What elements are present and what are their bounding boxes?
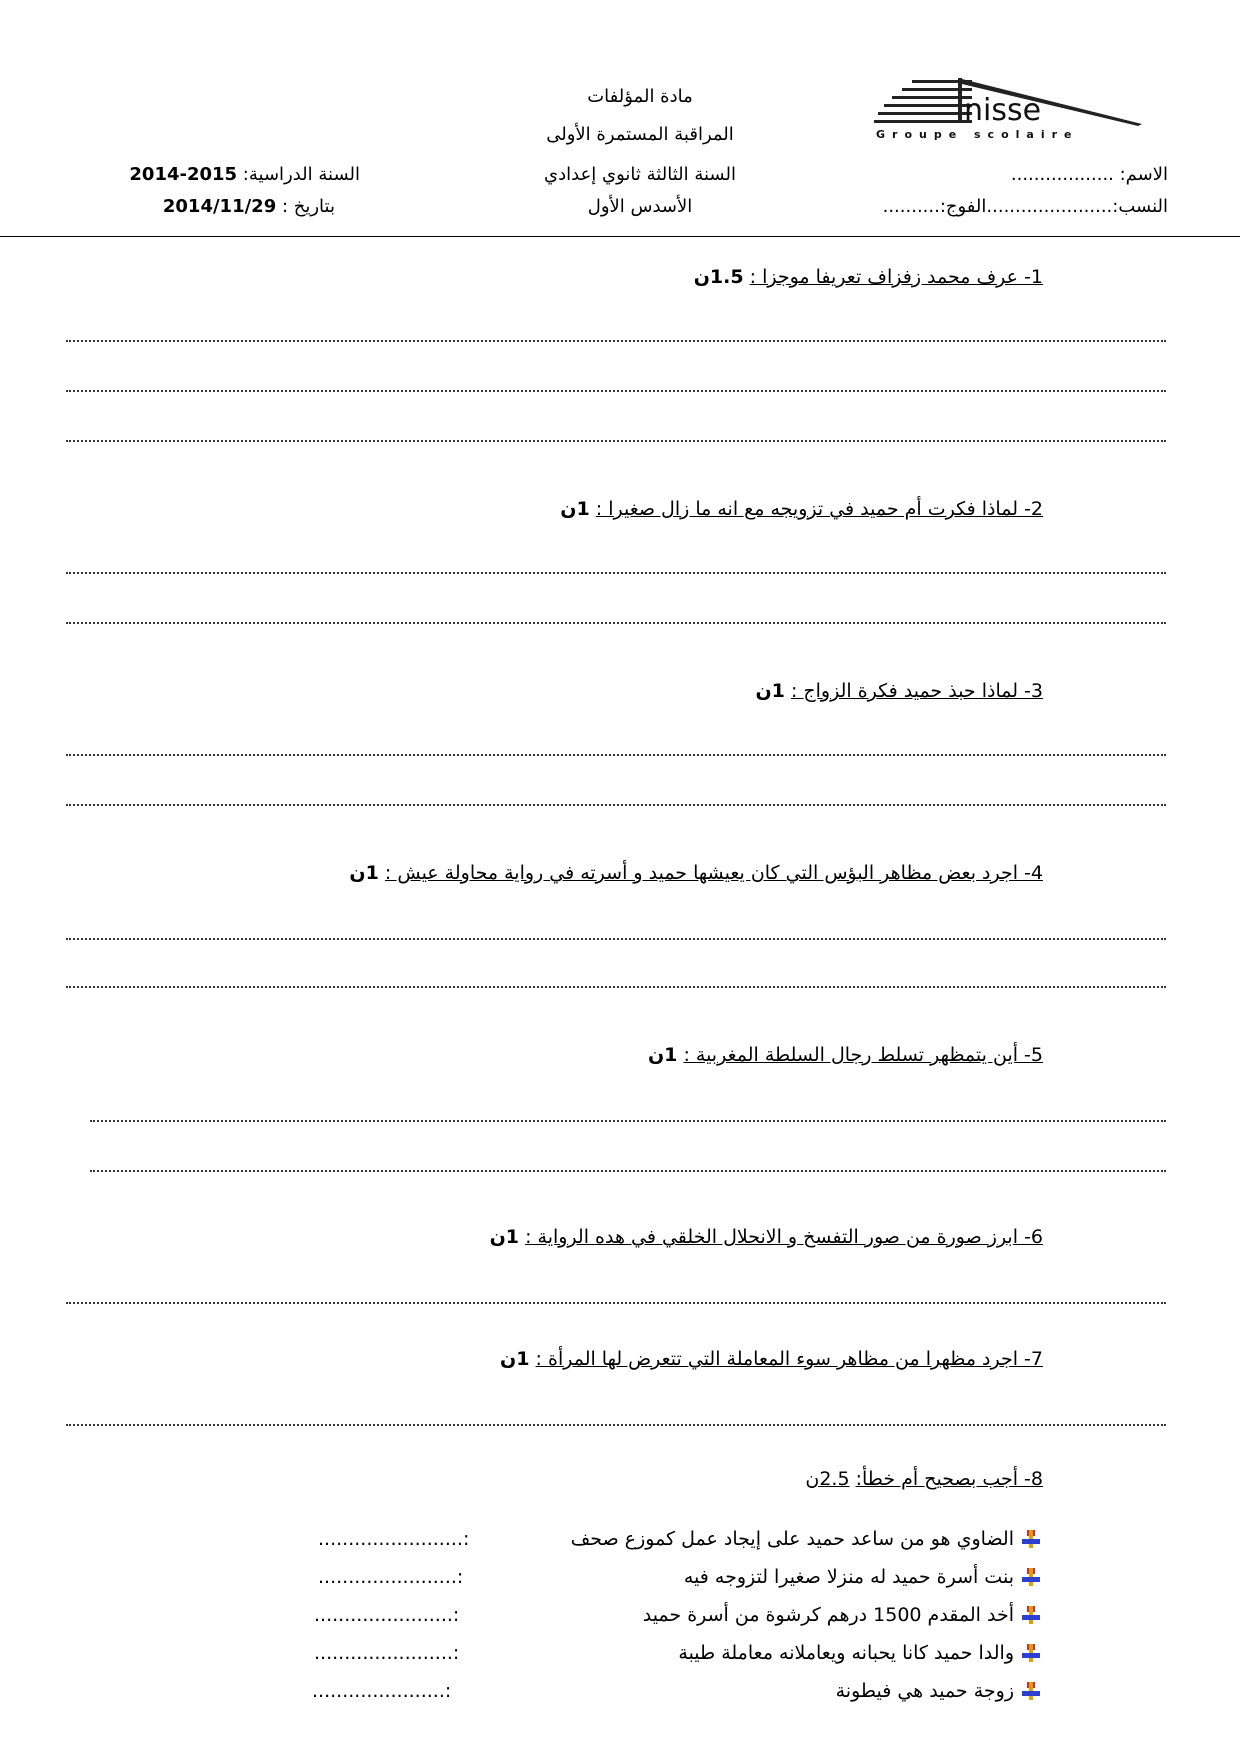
question-4-points: 1ن: [349, 862, 379, 884]
question-4-text: 4- اجرد بعض مظاهر البؤس التي كان يعيشها حميد و أسرته في رواية محاولة عيش :: [384, 862, 1043, 884]
question-1-text: 1- عرف محمد زفزاف تعريفا موجزا :: [749, 266, 1043, 288]
tf-answer-blank[interactable]: .......................:: [318, 1566, 464, 1588]
level-label: السنة الثالثة ثانوي إعدادي: [544, 164, 736, 185]
tf-statement: بنت أسرة حميد له منزلا صغيرا لتزوجه فيه: [683, 1566, 1014, 1588]
tf-answer-blank[interactable]: .......................:: [314, 1642, 460, 1664]
tf-answer-blank[interactable]: .......................:: [314, 1604, 460, 1626]
question-8-points: 2.5ن: [805, 1468, 850, 1490]
question-4: [349, 862, 1043, 884]
tf-item-1: [571, 1528, 1040, 1550]
answer-line[interactable]: [66, 622, 1166, 624]
question-6-points: 1ن: [489, 1226, 520, 1248]
question-2-text: 2- لماذا فكرت أم حميد في تزويجه مع انه ما زال صغيرا :: [595, 498, 1043, 520]
answer-line[interactable]: [66, 1302, 1166, 1304]
student-surname-group-field[interactable]: النسب:......................الفوج:..........: [882, 196, 1168, 217]
answer-line[interactable]: [66, 390, 1166, 392]
question-7: [500, 1348, 1043, 1370]
tf-item-3: [643, 1604, 1040, 1626]
question-7-text: 7- اجرد مظهرا من مظاهر سوء المعاملة التي تتعرض لها المرأة :: [535, 1348, 1043, 1370]
logo-subtext: Groupe scolaire: [876, 128, 1079, 141]
question-3-points: 1ن: [755, 680, 785, 702]
school-year-label: السنة الدراسية:: [242, 164, 360, 185]
question-1: [694, 266, 1043, 288]
tf-item-5: [836, 1680, 1040, 1702]
question-6-text: 6- ابرز صورة من صور التفسخ و الانحلال الخلقي في هده الرواية :: [525, 1226, 1043, 1248]
date-value: 2014/11/29: [162, 196, 277, 217]
arrow-bullet-icon: [1022, 1682, 1040, 1700]
school-year: [129, 164, 360, 185]
logo-text: nisse: [964, 93, 1042, 128]
question-8-text: 8- أجب بصحيح أم خطأ:: [855, 1468, 1043, 1490]
question-7-points: 1ن: [500, 1348, 530, 1370]
question-5-text: 5- أين يتمظهر تسلط رجال السلطة المغربية :: [683, 1044, 1043, 1066]
student-name-field[interactable]: الاسم: ..................: [1010, 164, 1168, 185]
arrow-bullet-icon: [1022, 1606, 1040, 1624]
answer-line[interactable]: [66, 754, 1166, 756]
arrow-bullet-icon: [1022, 1530, 1040, 1548]
semester-label: الأسدس الأول: [587, 196, 693, 217]
school-logo: [872, 76, 1162, 146]
arrow-bullet-icon: [1022, 1568, 1040, 1586]
answer-line[interactable]: [66, 572, 1166, 574]
tf-answer-blank[interactable]: ........................:: [318, 1528, 470, 1550]
answer-line[interactable]: [90, 1170, 1166, 1172]
tf-statement: والدا حميد كانا يحبانه ويعاملانه معاملة طيبة: [678, 1642, 1014, 1664]
question-3: [755, 680, 1043, 702]
answer-line[interactable]: [66, 440, 1166, 442]
tf-answer-blank[interactable]: ......................:: [312, 1680, 452, 1702]
answer-line[interactable]: [66, 340, 1166, 342]
question-2: [560, 498, 1043, 520]
answer-line[interactable]: [66, 938, 1166, 940]
tf-statement: أخد المقدم 1500 درهم كرشوة من أسرة حميد: [642, 1604, 1014, 1626]
arrow-bullet-icon: [1022, 1644, 1040, 1662]
question-2-points: 1ن: [560, 498, 590, 520]
tf-item-4: [678, 1642, 1040, 1664]
answer-line[interactable]: [66, 1424, 1166, 1426]
answer-line[interactable]: [66, 804, 1166, 806]
question-5: [648, 1044, 1043, 1066]
exam-title: المراقبة المستمرة الأولى: [546, 124, 734, 145]
question-5-points: 1ن: [647, 1044, 678, 1066]
school-year-value: 2014-2015: [129, 164, 238, 185]
header-divider: [0, 236, 1240, 237]
subject-title: مادة المؤلفات: [587, 86, 693, 107]
question-1-points: 1.5ن: [693, 266, 744, 288]
answer-line[interactable]: [66, 986, 1166, 988]
exam-date: [163, 196, 335, 217]
question-6: [490, 1226, 1043, 1248]
tf-statement: الضاوي هو من ساعد حميد على إيجاد عمل كموزع صحف: [570, 1528, 1014, 1550]
answer-line[interactable]: [90, 1120, 1166, 1122]
date-label: بتاريخ :: [281, 196, 335, 217]
tf-statement: زوجة حميد هي فيطونة: [835, 1680, 1014, 1702]
tf-item-2: [684, 1566, 1040, 1588]
question-8: [805, 1468, 1043, 1490]
question-3-text: 3- لماذا حبذ حميد فكرة الزواج :: [790, 680, 1043, 702]
